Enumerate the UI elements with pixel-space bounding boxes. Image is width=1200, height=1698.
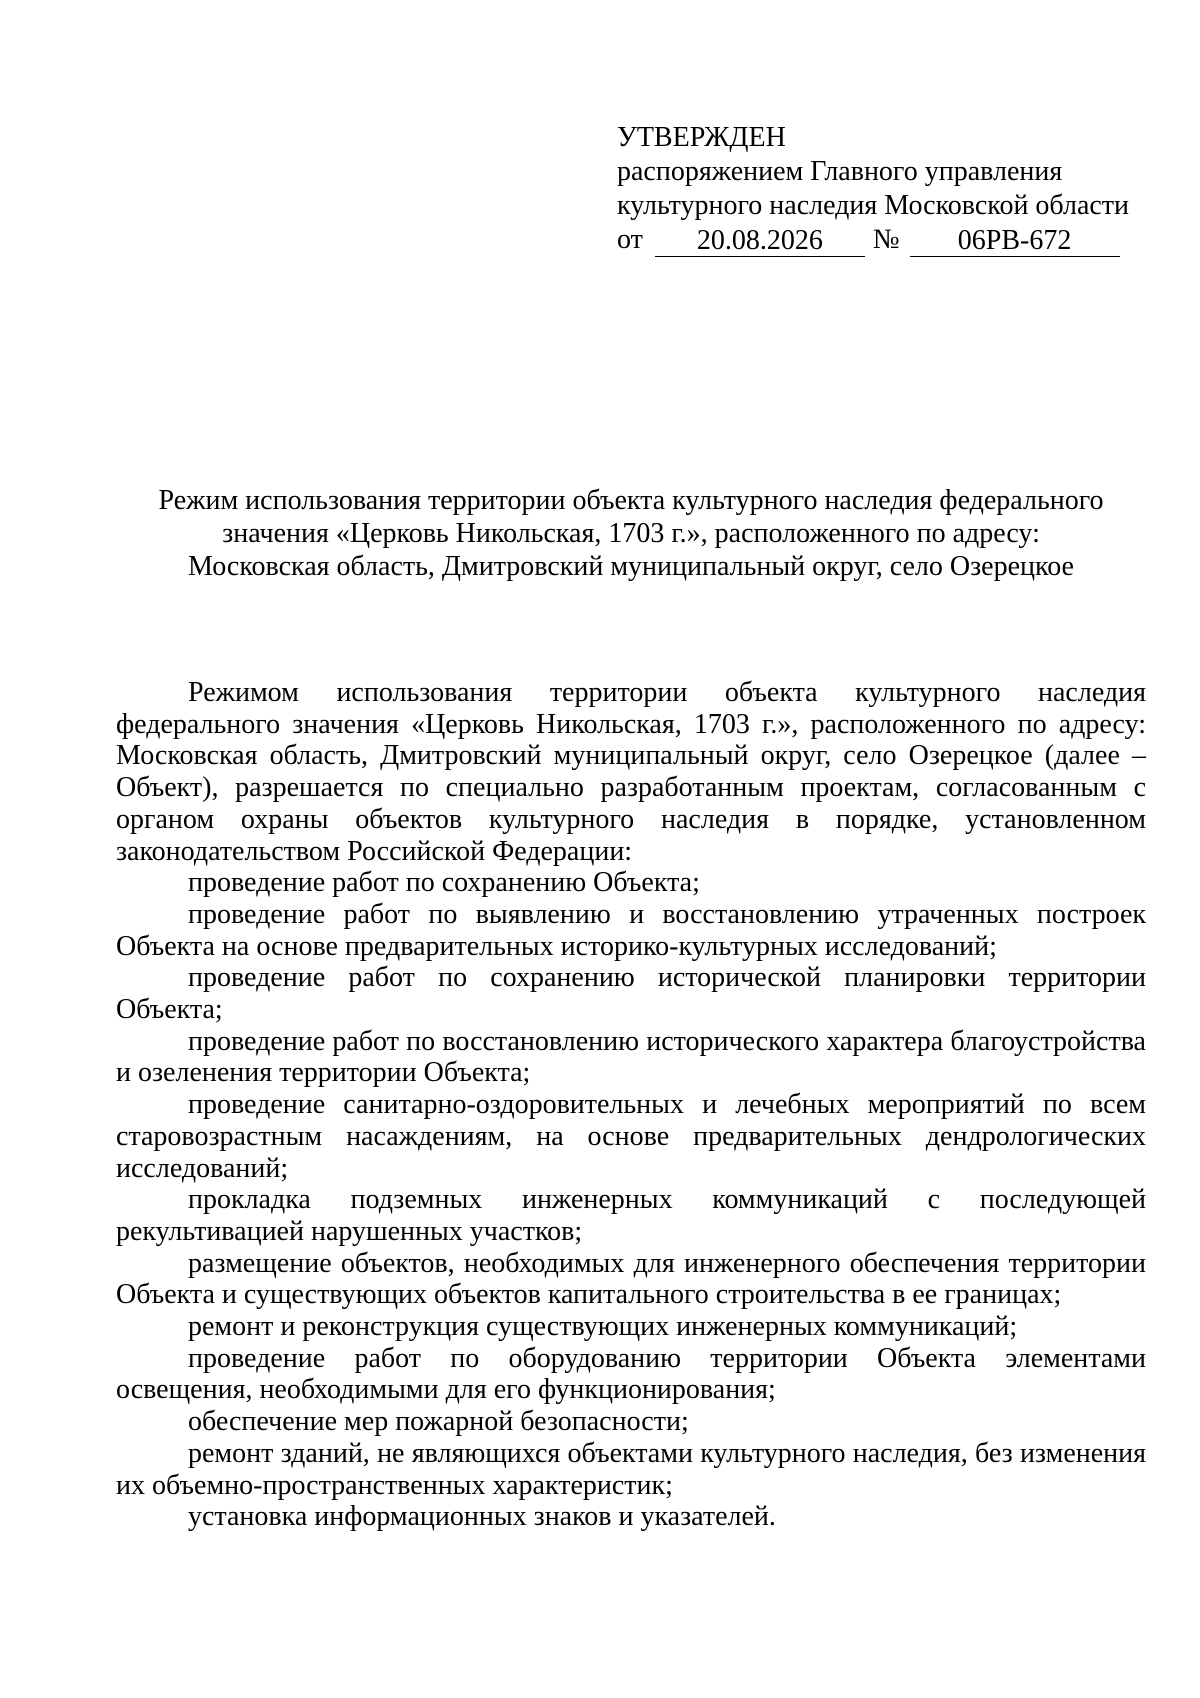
list-item: прокладка подземных инженерных коммуникаций с последующей рекультивацией нарушенных участков; — [116, 1184, 1146, 1247]
approval-title: УТВЕРЖДЕН — [617, 122, 786, 153]
document-title — [100, 484, 1162, 583]
list-item: размещение объектов, необходимых для инженерного обеспечения территории Объекта и существующих объектов капитального строительства в ее границах; — [116, 1247, 1146, 1311]
title-line-3: Московская область, Дмитровский муниципальный округ, село Озерецкое — [188, 551, 1074, 582]
intro-paragraph: Режимом использования территории объекта культурного наследия федерального значения «Церковь Никольская, 1703 г.», расположенного по адресу: Московская область, Дмитровский муниципальный округ, село Озерецкое (далее – Объект), разрешается по специально разработанным проектам, согласованным с органом охраны объектов культурного наследия в порядке, установленном законодательством Российской Федерации: — [116, 677, 1146, 867]
list-item: установка информационных знаков и указателей. — [188, 1501, 776, 1533]
approval-date: 20.08.2026 — [655, 226, 865, 257]
list-item: проведение работ по сохранению исторической планировки территории Объекта; — [116, 962, 1146, 1026]
from-label: от — [617, 224, 643, 255]
list-item: проведение работ по сохранению Объекта; — [188, 867, 700, 899]
list-item: ремонт зданий, не являющихся объектами культурного наследия, без изменения их объемно-пространственных характеристик; — [116, 1437, 1146, 1501]
document-body — [116, 677, 1146, 1533]
number-sign: № — [872, 224, 900, 255]
approval-line-1: распоряжением Главного управления — [617, 156, 1063, 187]
list-item: ремонт и реконструкция существующих инженерных коммуникаций; — [188, 1311, 1018, 1343]
list-item: проведение санитарно-оздоровительных и лечебных мероприятий по всем старовозрастным насаждениям, на основе предварительных дендрологических исследований; — [116, 1089, 1146, 1184]
list-item: обеспечение мер пожарной безопасности; — [188, 1406, 689, 1438]
approval-number: 06РВ-672 — [910, 226, 1120, 257]
title-line-2: значения «Церковь Никольская, 1703 г.», расположенного по адресу: — [222, 518, 1040, 549]
title-line-1: Режим использования территории объекта культурного наследия федерального — [158, 485, 1104, 516]
list-item: проведение работ по оборудованию территории Объекта элементами освещения, необходимыми для его функционирования; — [116, 1342, 1146, 1406]
approval-line-2: культурного наследия Московской области — [617, 190, 1130, 221]
approval-reference — [617, 223, 1157, 257]
approval-stamp — [617, 121, 1157, 257]
list-item: проведение работ по выявлению и восстановлению утраченных построек Объекта на основе предварительных историко-культурных исследований; — [116, 898, 1146, 962]
list-item: проведение работ по восстановлению исторического характера благоустройства и озеленения территории Объекта; — [116, 1025, 1146, 1089]
